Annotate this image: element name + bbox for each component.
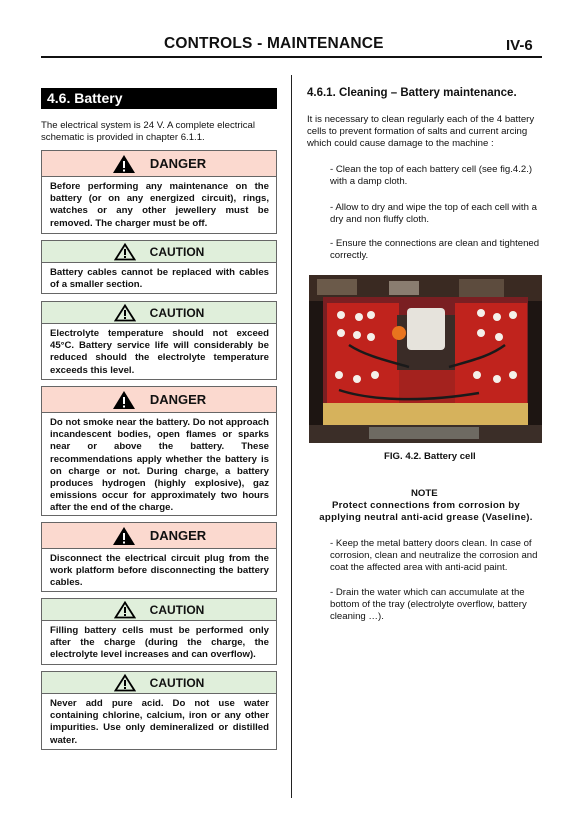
warning-level: DANGER — [149, 156, 207, 171]
warning-text: Electrolyte temperature should not exceed 45°C. Battery service life will considerably be reduced should the electrolyte temperature exceeds this level. — [50, 328, 269, 376]
maintenance-step: - Keep the metal battery doors clean. In case of corrosion, clean and neutralize the corrosion and coat the affected area with anti-acid paint. — [330, 538, 538, 573]
warning-box-danger — [41, 386, 277, 516]
note-text: Protect connections from corrosion by applying neutral anti-acid grease (Vaseline). — [319, 500, 533, 523]
warning-box-danger — [41, 522, 277, 592]
warning-text: Do not smoke near the battery. Do not approach incandescent bodies, open flames or sparks near or above the battery. These recommendations apply whether the battery is on charge or not. During charge, a battery produces hydrogen (highly explosive), gaz emissions occur for approximately two hours after the end of the charge. — [50, 417, 269, 514]
figure-caption: FIG. 4.2. Battery cell — [384, 451, 476, 462]
warning-text: Disconnect the electrical circuit plug from the work platform before disconnecting the battery cables. — [50, 553, 269, 589]
section-intro: The electrical system is 24 V. A complete electrical schematic is provided in chapter 6.1.1. — [41, 120, 255, 143]
warning-triangle-icon — [112, 526, 136, 546]
warning-box-caution — [41, 598, 277, 665]
cleaning-step: - Ensure the connections are clean and tightened correctly. — [330, 238, 540, 261]
warning-box-danger — [41, 150, 277, 234]
caution-triangle-icon — [114, 243, 136, 261]
warning-header — [42, 672, 276, 694]
header-rule — [41, 56, 542, 58]
warning-header — [42, 302, 276, 324]
section-title: 4.6. Battery — [41, 88, 277, 109]
warning-text: Filling battery cells must be performed only after the charge (during the charge, the electrolyte level increases and can overflow). — [50, 625, 269, 661]
warning-level: CAUTION — [149, 602, 205, 617]
cleaning-intro: It is necessary to clean regularly each of the 4 battery cells to prevent formation of salts and current arcing which could cause damage to the machine : — [307, 114, 535, 149]
warning-header — [42, 523, 276, 549]
battery-photo — [309, 275, 542, 443]
warning-box-caution — [41, 240, 277, 294]
caution-triangle-icon — [114, 304, 136, 322]
warning-text: Battery cables cannot be replaced with cables of a smaller section. — [50, 267, 269, 291]
cleaning-step: - Clean the top of each battery cell (see fig.4.2.) with a damp cloth. — [330, 164, 533, 187]
warning-box-caution — [41, 301, 277, 380]
warning-box-caution — [41, 671, 277, 750]
warning-level: CAUTION — [149, 244, 205, 259]
cleaning-step: - Allow to dry and wipe the top of each cell with a dry and non fluffy cloth. — [330, 202, 537, 225]
warning-header — [42, 387, 276, 413]
column-divider — [291, 75, 292, 798]
warning-header — [42, 241, 276, 263]
maintenance-step: - Drain the water which can accumulate at the bottom of the tray (electrolyte overflow, battery cleaning …). — [330, 587, 527, 622]
warning-level: CAUTION — [149, 305, 205, 320]
warning-header — [42, 599, 276, 621]
caution-triangle-icon — [114, 601, 136, 619]
subsection-title: 4.6.1. Cleaning – Battery maintenance. — [307, 87, 517, 99]
warning-level: DANGER — [149, 392, 207, 407]
warning-level: DANGER — [149, 528, 207, 543]
warning-header — [42, 151, 276, 177]
warning-triangle-icon — [112, 154, 136, 174]
page-header-title: CONTROLS - MAINTENANCE — [164, 35, 384, 52]
warning-triangle-icon — [112, 390, 136, 410]
warning-level: CAUTION — [149, 675, 205, 690]
caution-triangle-icon — [114, 674, 136, 692]
note-title: NOTE — [411, 488, 438, 499]
warning-text: Never add pure acid. Do not use water containing chlorine, calcium, iron or any other impurities. Use only demineralized or distilled water. — [50, 698, 269, 746]
page-number: IV-6 — [506, 37, 533, 54]
warning-text: Before performing any maintenance on the battery (or on any energized circuit), rings, watches or any other jewellery must be removed. The charger must be off. — [50, 181, 269, 229]
